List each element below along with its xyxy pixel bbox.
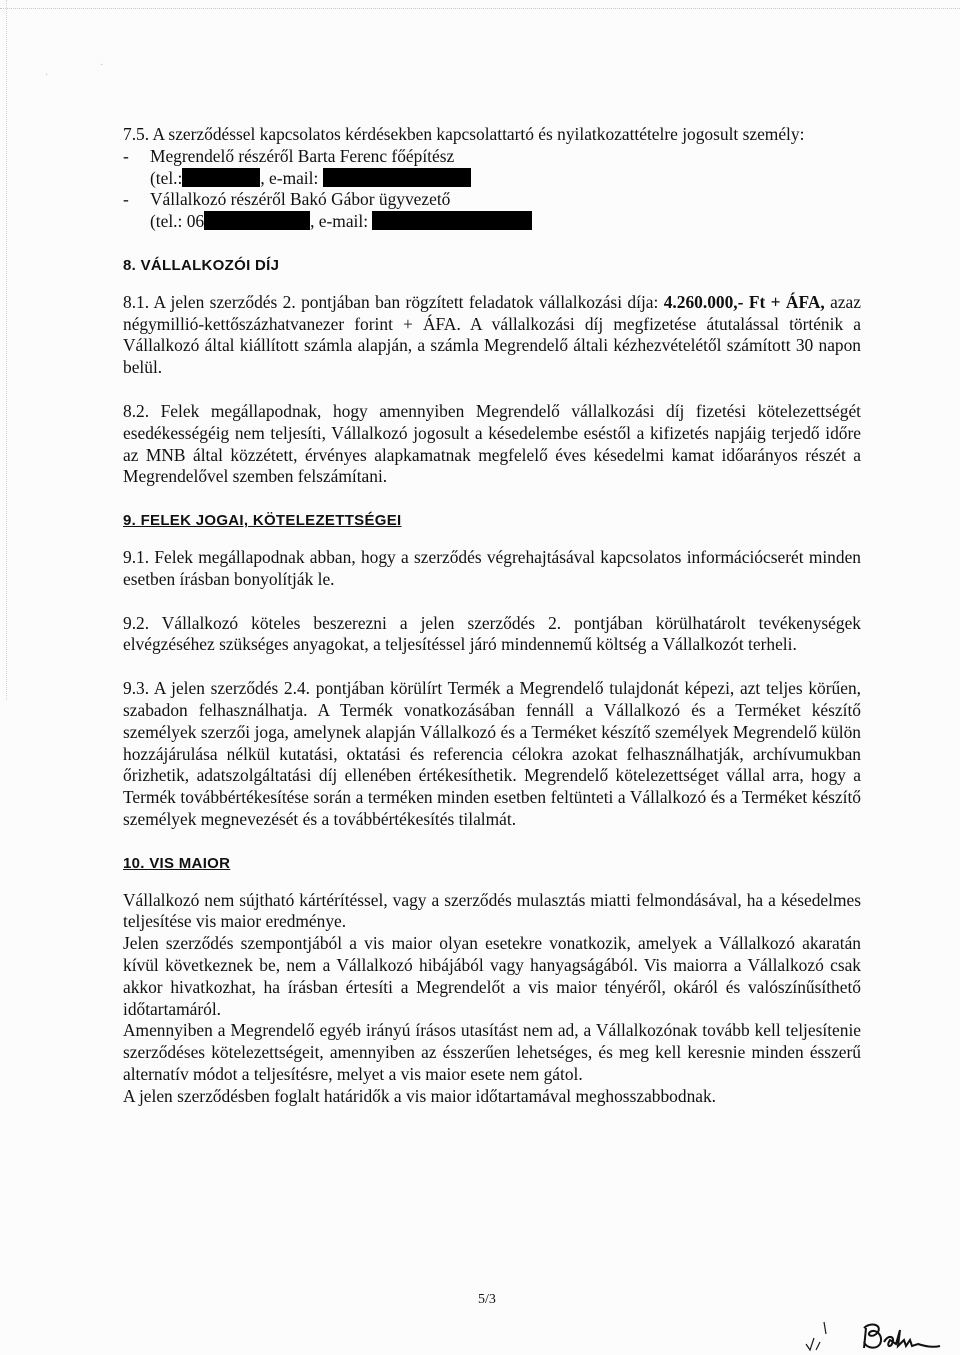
paragraph-10-3: Amennyiben a Megrendelő egyéb irányú írásos utasítást nem ad, a Vállalkozónak tovább kell teljesítenie szerződéses kötelezettségeit, amennyiben az ésszerűen lehetséges, és meg kell keresnie minden ésszerű alternatív módot a teljesítésre, melyet a vis maior esete nem gátol. <box>123 1020 861 1084</box>
contact-email-label: , e-mail: <box>260 167 319 188</box>
redaction-bar <box>372 211 532 230</box>
contact-tel-label: (tel.: 06 <box>150 211 205 232</box>
list-dash: - <box>123 145 129 166</box>
scan-speck: · <box>100 60 104 71</box>
redaction-bar <box>204 211 310 230</box>
list-dash: - <box>123 189 129 210</box>
scan-speck: · <box>45 70 49 81</box>
handwritten-initials-signature <box>800 1318 950 1354</box>
paragraph-9-1: 9.1. Felek megállapodnak abban, hogy a szerződés végrehajtásával kapcsolatos információcserét minden esetben írásban bonyolítják le. <box>123 546 861 589</box>
heading-section-10: 10. VIS MAIOR <box>123 854 231 872</box>
paragraph-8-2: 8.2. Felek megállapodnak, hogy amennyiben Megrendelő vállalkozási díj fizetési kötelezettségét esedékességéig nem teljesíti, Vállalkozó jogosult a késedelembe eséstől a kifizetés napjáig terjedő időre az MNB által közzétett, érvényes alapkamatnak megfelelő éves késedelmi kamat időarányos részét a Megrendelővel szemben felszámítani. <box>123 400 861 487</box>
contact-tel-label: (tel.: <box>150 167 183 188</box>
heading-section-8: 8. VÁLLALKOZÓI DÍJ <box>123 256 280 274</box>
contact-vallalkozo-details <box>123 211 861 233</box>
paragraph-10-4: A jelen szerződésben foglalt határidők a vis maior időtartamával meghosszabbodnak. <box>123 1085 717 1106</box>
section-7-5-intro: 7.5. A szerződéssel kapcsolatos kérdésekben kapcsolattartó és nyilatkozattételre jogosult személy: <box>123 124 805 144</box>
paragraph-10-1: Vállalkozó nem sújtható kártérítéssel, vagy a szerződés mulasztás miatti felmondásával, ha a késedelmes teljesítése vis maior eredménye. <box>123 889 861 932</box>
scan-edge-top <box>0 8 960 9</box>
redaction-bar <box>323 168 471 187</box>
paragraph-9-3: 9.3. A jelen szerződés 2.4. pontjában körülírt Termék a Megrendelő tulajdonát képezi, azt teljes körűen, szabadon felhasználhatja. A Termék vonatkozásában fennáll a Vállalkozó és a Terméket készítő személyek szerzői joga, amelynek alapján Vállalkozó és a Terméket készítő személyek Megrendelő külön hozzájárulása nélkül kutatási, oktatási és referencia célokra azokat felhasználhatják, archívumukban őrizhetik, adatszolgáltatási díj ellenében értékesíthetik. Megrendelő kötelezettséget vállal arra, hogy a Termék továbbértékesítése során a terméken minden esetben feltünteti a Vállalkozó és a Terméket készítő személyek megnevezését és a továbbértékesítés tilalmát. <box>123 678 861 829</box>
contact-vallalkozo-name: Vállalkozó részéről Bakó Gábor ügyvezető <box>150 189 451 210</box>
contact-email-label: , e-mail: <box>310 211 369 232</box>
page-number: 5/3 <box>478 1292 496 1307</box>
contact-megrendelo <box>123 146 861 168</box>
paragraph-9-2: 9.2. Vállalkozó köteles beszerezni a jelen szerződés 2. pontjában körülhatárolt tevékenységek elvégzéséhez szükséges anyagokat, a teljesítéssel járó mindennemű költség a Vállalkozót terheli. <box>123 612 861 655</box>
paragraph-8-1 <box>123 292 861 379</box>
paragraph-8-1-text-a: 8.1. A jelen szerződés 2. pontjában ban rögzített feladatok vállalkozási díja: <box>123 291 664 312</box>
fee-amount: 4.260.000,- Ft + ÁFA, <box>663 291 825 312</box>
document-body <box>123 124 861 1107</box>
contact-megrendelo-name: Megrendelő részéről Barta Ferenc főépítész <box>150 145 455 166</box>
paragraph-10-2: Jelen szerződés szempontjából a vis maior olyan esetekre vonatkozik, amelyek a Vállalkozó akaratán kívül következnek be, nem a Vállalkozó hibájából vagy hanyagságából. Vis maiorra a Vállalkozó csak akkor hivatkozhat, ha írásban értesíti a Megrendelőt a vis maior tényéről, okáról és valószínűsíthető időtartamáról. <box>123 933 861 1019</box>
contact-vallalkozo <box>123 189 861 211</box>
redaction-bar <box>182 168 260 187</box>
heading-section-9: 9. FELEK JOGAI, KÖTELEZETTSÉGEI <box>123 512 402 530</box>
scan-edge-left <box>6 0 7 700</box>
paragraph-8-1-text-b: azaz négymillió-kettőszázhatvanezer forint + ÁFA. A vállalkozási díj megfizetése átutalással történik a Vállalkozó által kiállított számla alapján, a számla Megrendelő általi kézhezvételétől számított 30 napon belül. <box>123 291 861 378</box>
contact-megrendelo-details <box>123 168 861 190</box>
